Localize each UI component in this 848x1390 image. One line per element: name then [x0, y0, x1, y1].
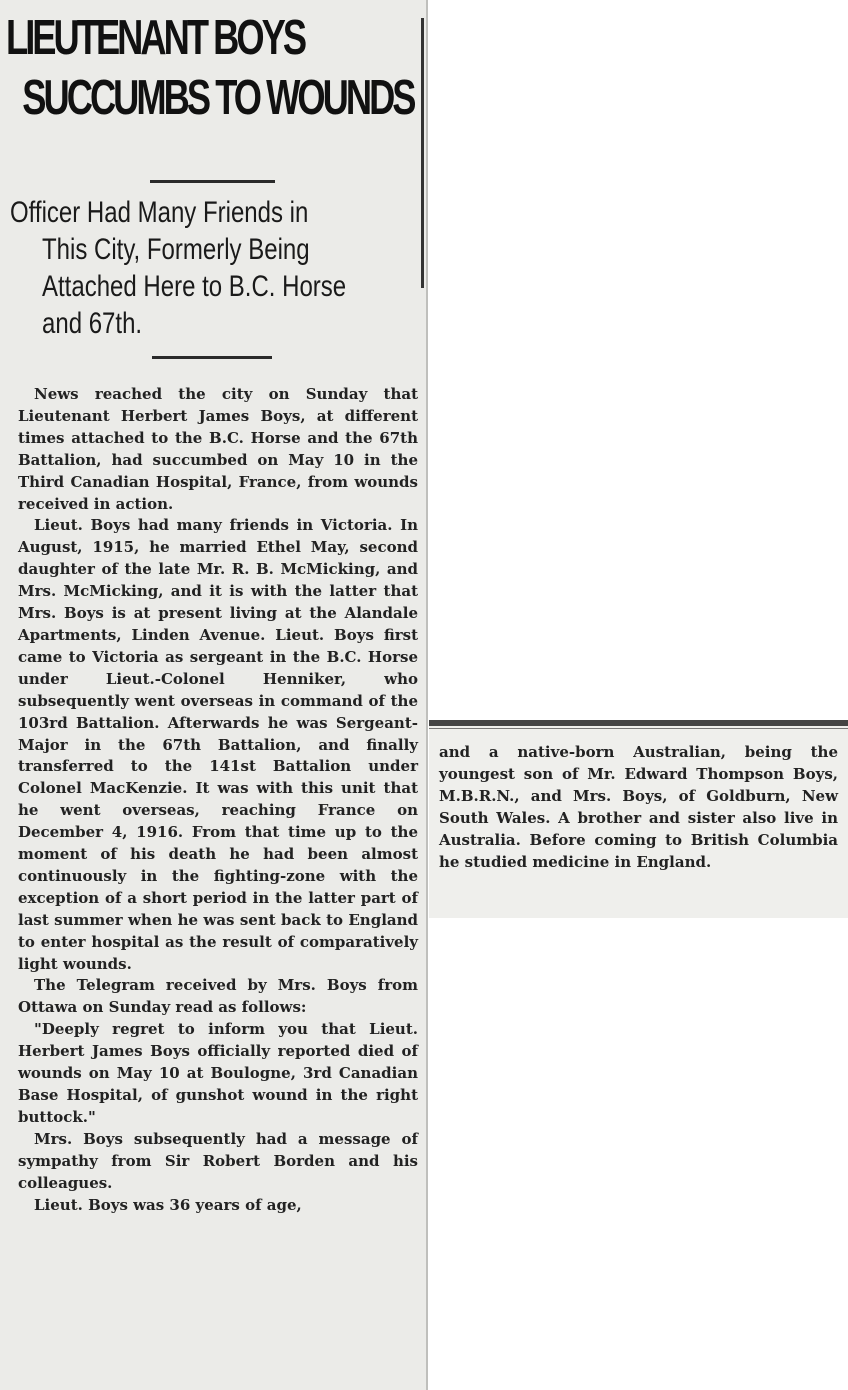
paragraph-continuation: and a native-born Australian, being the youngest son of Mr. Edward Thompson Boys, M.B.R.N., and Mrs. Boys, of Goldburn, New South Wales. A brother and sister also live in Australia. Before coming to British Columbia he studied medicine in England.	[439, 743, 838, 871]
newspaper-clipping-continuation	[429, 720, 848, 918]
headline-line-2: SUCCUMBS TO WOUNDS	[22, 71, 414, 125]
paragraph-telegram-intro: The Telegram received by Mrs. Boys from Ottawa on Sunday read as follows:	[18, 976, 418, 1017]
paragraph-sympathy: Mrs. Boys subsequently had a message of sympathy from Sir Robert Borden and his colleagues.	[18, 1129, 418, 1192]
subhead-line-4: and 67th.	[42, 307, 143, 340]
paragraph-age: Lieut. Boys was 36 years of age,	[34, 1195, 302, 1214]
subhead-line-1: Officer Had Many Friends in	[10, 196, 309, 229]
paragraph-biography: Lieut. Boys had many friends in Victoria. In August, 1915, he married Ethel May, second daughter of the late Mr. R. B. McMicking, and Mrs. McMicking, and it is with the latter that Mrs. Boys is at present living at the Alandale Apartments, Linden Avenue. Lieut. Boys first came to Victoria as sergeant in the B.C. Horse under Lieut.-Colonel Henniker, who subsequently went overseas in command of the 103rd Battalion. Afterwards he was Sergeant-Major in the 67th Battalion, and finally transferred to the 141st Battalion under Colonel MacKenzie. It was with this unit that he went overseas, reaching France on December 4, 1916. From that time up to the moment of his death he had been almost continuously in the fighting-zone with the exception of a short period in the latter part of last summer when he was sent back to England to enter hospital as the result of comparatively light wounds.	[18, 516, 418, 973]
paragraph-telegram-quote: "Deeply regret to inform you that Lieut. Herbert James Boys officially reported died of wounds on May 10 at Boulogne, 3rd Canadian Base Hospital, of gunshot wound in the right buttock."	[18, 1020, 418, 1126]
subhead-line-3: Attached Here to B.C. Horse	[42, 270, 347, 303]
article-body	[18, 384, 418, 1216]
subheadline	[10, 194, 458, 342]
paragraph-lead: News reached the city on Sunday that Lieutenant Herbert James Boys, at different times attached to the B.C. Horse and the 67th Battalion, had succumbed on May 10 in the Third Canadian Hospital, France, from wounds received in action.	[18, 385, 418, 513]
headline-line-1: LIEUTENANT BOYS	[6, 11, 305, 65]
subhead-line-2: This City, Formerly Being	[42, 233, 310, 266]
divider-rule-top	[150, 180, 275, 183]
divider-rule-bottom	[152, 356, 272, 359]
headline	[6, 8, 420, 128]
